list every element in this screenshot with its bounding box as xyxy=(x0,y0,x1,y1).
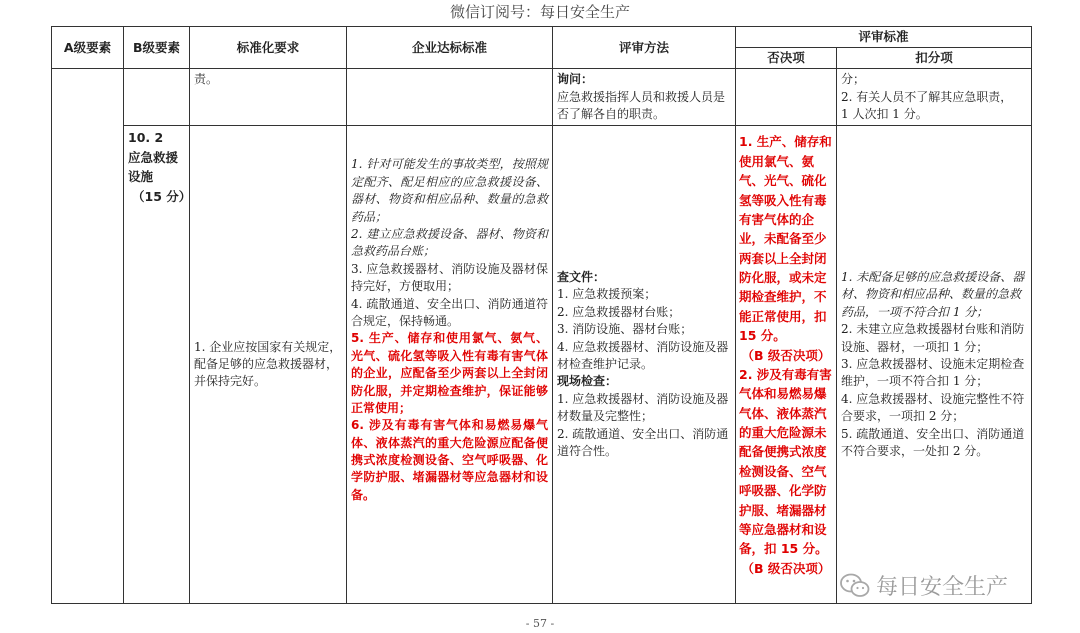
enterprise-item: 2. 建立应急救援设备、器材、物资和急救药品台账； xyxy=(351,226,548,259)
cell-ded-prev xyxy=(837,69,1032,126)
method-prev-label: 询问： xyxy=(557,72,594,87)
docs-label: 查文件： xyxy=(557,270,606,285)
veto-item: 1. 生产、储存和使用氯气、氨气、光气、硫化氢等吸入性有毒有害气体的企业，未配备至少两套以上全封闭防化服，或未定期检查维护，不能正常使用，扣 15 分。 xyxy=(739,134,832,344)
cell-std-prev xyxy=(190,69,347,126)
col-header-deduction: 扣分项 xyxy=(837,48,1032,69)
cell-enterprise-standard xyxy=(347,126,553,604)
enterprise-item: 1. 针对可能发生的事故类型，按照规定配齐、配足相应的应急救援设备、器材、物资和相应品种、数量的急救药品； xyxy=(351,157,548,224)
method-prev-text: 应急救援指挥人员和救援人员是否了解各自的职责。 xyxy=(557,89,726,122)
col-header-b: B级要素 xyxy=(124,27,190,69)
subscription-header: 微信订阅号：每日安全生产 xyxy=(449,3,630,21)
standardization-text: 1. 企业应按国家有关规定，配备足够的应急救援器材，并保持完好。 xyxy=(194,339,342,389)
cell-method-prev xyxy=(553,69,736,126)
enterprise-item-mandatory: 6. 涉及有毒有害气体和易燃易爆气体、液体蒸汽的重大危险源应配备便携式浓度检测设备、空气呼吸器、化学防护服、堵漏器材等应急器材和设备。 xyxy=(351,418,548,502)
cell-ent-prev xyxy=(347,69,553,126)
cell-deduction xyxy=(837,126,1032,604)
site-item: 1. 应急救援器材、消防设施及器材数量及完整性； xyxy=(557,391,729,424)
deduction-item: 1. 未配备足够的应急救援设备、器材、物资和相应品种、数量的急救药品，一项不符合扣 1 分； xyxy=(841,270,1025,319)
cell-b-prev xyxy=(124,69,190,126)
col-header-standardization: 标准化要求 xyxy=(190,27,347,69)
site-label: 现场检查： xyxy=(557,374,618,389)
deduction-item: 3. 应急救援器材、设施未定期检查维护，一项不符合扣 1 分； xyxy=(841,357,1025,389)
col-header-criteria: 评审标准 xyxy=(736,27,1032,48)
docs-item: 4. 应急救援器材、消防设施及器材检查维护记录。 xyxy=(557,339,729,372)
docs-item: 2. 应急救援器材台账； xyxy=(557,304,681,319)
ded-prev-line: 1 人次扣 1 分。 xyxy=(841,107,928,122)
cell-veto-prev xyxy=(736,69,837,126)
docs-item: 3. 消防设施、器材台账； xyxy=(557,322,693,337)
col-header-enterprise: 企业达标标准 xyxy=(347,27,553,69)
col-header-method: 评审方法 xyxy=(553,27,736,69)
ded-prev-line: 分； xyxy=(841,72,866,87)
std-prev-text: 责。 xyxy=(194,72,219,87)
cell-review-method xyxy=(553,126,736,604)
cell-standardization xyxy=(190,126,347,604)
veto-item: 2. 涉及有毒有害气体和易燃易爆气体、液体蒸汽的重大危险源未配备便携式浓度检测设备、空气呼吸器、化学防护服、堵漏器材等应急器材和设备，扣 15 分。 xyxy=(739,366,832,557)
cell-a-empty xyxy=(52,69,124,604)
deduction-item: 2. 未建立应急救援器材台账和消防设施、器材，一项扣 1 分； xyxy=(841,322,1025,354)
cell-veto xyxy=(736,126,837,604)
veto-tag: （B 级否决项） xyxy=(741,560,831,576)
enterprise-item-mandatory: 5. 生产、储存和使用氯气、氨气、光气、硫化氢等吸入性有毒有害气体的企业，应配备至少两套以上全封闭防化服，并定期检查维护，保证能够正常使用； xyxy=(351,331,548,415)
veto-tag: （B 级否决项） xyxy=(741,347,831,363)
deduction-item: 5. 疏散通道、安全出口、消防通道不符合要求，一处扣 2 分。 xyxy=(841,426,1025,458)
enterprise-item: 3. 应急救援器材、消防设施及器材保持完好，方便取用； xyxy=(351,261,548,294)
standards-table xyxy=(51,26,1032,604)
page-number: - 57 - xyxy=(525,617,555,630)
b-element-score: （15 分） xyxy=(132,188,192,204)
cell-b-element xyxy=(124,126,190,604)
ded-prev-line: 2. 有关人员不了解其应急职责， xyxy=(841,89,1013,104)
site-item: 2. 疏散通道、安全出口、消防通道符合性。 xyxy=(557,426,729,458)
watermark-text: 每日安全生产 xyxy=(876,575,1009,600)
b-element-name: 设施 xyxy=(128,169,154,185)
b-element-code: 10. 2 xyxy=(128,130,164,146)
b-element-name: 应急救援 xyxy=(128,149,179,165)
deduction-item: 4. 应急救援器材、设施完整性不符合要求，一项扣 2 分； xyxy=(841,391,1025,424)
col-header-veto: 否决项 xyxy=(736,48,837,69)
col-header-a: A级要素 xyxy=(52,27,124,69)
enterprise-item: 4. 疏散通道、安全出口、消防通道符合规定，保持畅通。 xyxy=(351,296,548,328)
docs-item: 1. 应急救援预案； xyxy=(557,287,657,302)
